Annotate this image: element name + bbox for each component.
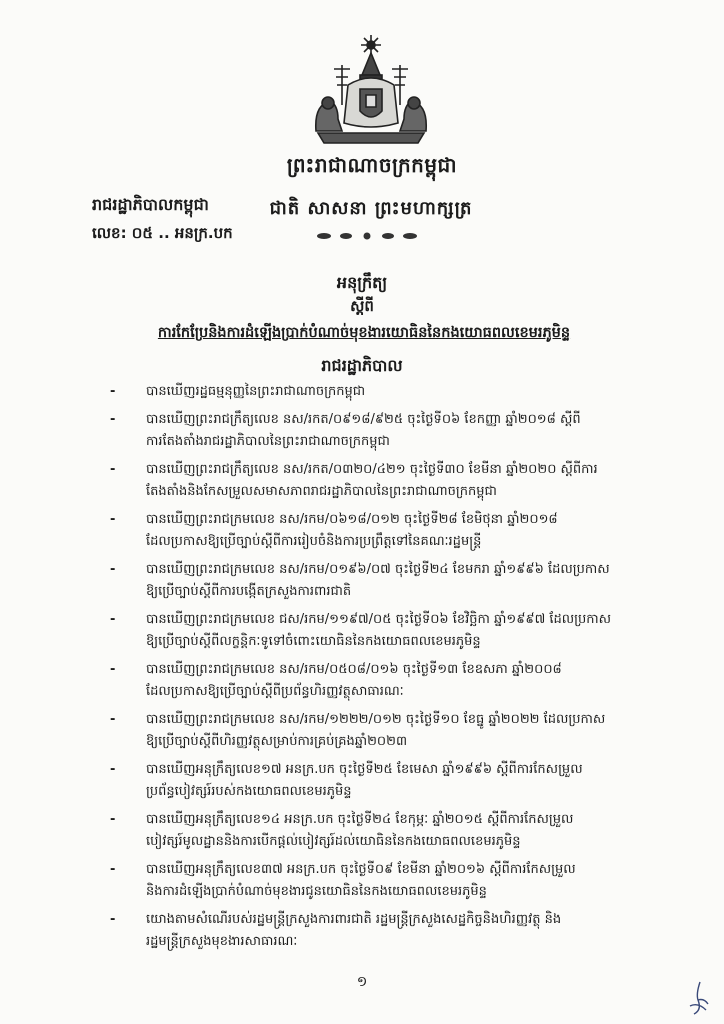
recital-line: បានឃើញព្រះរាជក្រឹត្យលេខ នស/រកត/០៣២០/៤២១ ចុះថ្ងៃទី៣០ ខែមីនា ឆ្នាំ២០២០ ស្តីពីការ: [146, 461, 598, 477]
issuing-government: រាជរដ្ឋាភិបាលកម្ពុជា: [92, 195, 209, 214]
bullet-dash: -: [110, 911, 116, 927]
recital-item: [110, 559, 670, 604]
recital-line: យោងតាមសំណើរបស់រដ្ឋមន្ត្រីក្រសួងការពារជាតិ រដ្ឋមន្ត្រីក្រសួងសេដ្ឋកិច្ចនិងហិរញ្ញវត្ថុ និង: [146, 911, 562, 927]
document-subject: ការកែប្រែនិងការដំឡើងប្រាក់បំណាច់មុខងារយោធិននៃកងយោធពលខេមរភូមិន្ទ: [157, 325, 571, 341]
recital-item: [110, 659, 670, 704]
decorative-divider-ornament: [312, 230, 422, 242]
recital-line: ដែលប្រកាសឱ្យប្រើច្បាប់ស្តីពីប្រព័ន្ធហិរញ្ញវត្ថុសាធារណៈ: [146, 684, 404, 699]
bullet-dash: -: [110, 461, 116, 477]
recital-line: ឱ្យប្រើច្បាប់ស្តីពីហិរញ្ញវត្ថុសម្រាប់ការគ្រប់គ្រងឆ្នាំ២០២៣: [146, 734, 408, 749]
recital-line: បានឃើញព្រះរាជក្រមលេខ ជស/រកម/១១៩៧/០៥ ចុះថ្ងៃទី០៦ ខែវិច្ឆិកា ឆ្នាំ១៩៩៧ ដែលប្រកាស: [146, 611, 612, 627]
recital-line: តែងតាំងនិងកែសម្រួលសមាសភាពរាជរដ្ឋាភិបាលនៃព្រះរាជាណាចក្រកម្ពុជា: [146, 484, 497, 499]
recital-item: [110, 809, 670, 854]
recital-line: បានឃើញអនុក្រឹត្យលេខ៣៧ អនក្រ.បក ចុះថ្ងៃទី០៩ ខែមីនា ឆ្នាំ២០១៦ ស្តីពីការកែសម្រួល: [146, 861, 576, 877]
reference-number: លេខ: ០៥ .. អនក្រ.បក: [92, 224, 233, 242]
bullet-dash: -: [110, 611, 116, 627]
recital-line: បានឃើញអនុក្រឹត្យលេខ១៤ អនក្រ.បក ចុះថ្ងៃទី២៤ ខែកុម្ភៈ ឆ្នាំ២០១៥ ស្តីពីការកែសម្រួល: [146, 811, 574, 827]
recital-item: [110, 709, 670, 754]
recital-item: [110, 609, 670, 654]
bullet-dash: -: [110, 861, 116, 877]
recital-line: និងការដំឡើងប្រាក់បំណាច់មុខងារជូនយោធិននៃកងយោធពលខេមរភូមិន្ទ: [146, 884, 487, 899]
handwritten-initials-signature: [686, 980, 714, 1016]
recital-item: [110, 509, 670, 554]
bullet-dash: -: [110, 811, 116, 827]
recital-line: បានឃើញព្រះរាជក្រមលេខ នស/រកម/០១៩៦/០៧ ចុះថ្ងៃទី២៤ ខែមករា ឆ្នាំ១៩៩៦ ដែលប្រកាស: [146, 561, 610, 577]
recital-line: បានឃើញព្រះរាជក្រមលេខ នស/រកម/០៥០៨/០១៦ ចុះថ្ងៃទី១៣ ខែឧសភា ឆ្នាំ២០០៨: [146, 661, 562, 677]
recital-line: បានឃើញព្រះរាជក្រមលេខ នស/រកម/០៦១៨/០១២ ចុះថ្ងៃទី២៨ ខែមិថុនា ឆ្នាំ២០១៨: [146, 511, 558, 527]
recital-line: ប្រព័ន្ធបៀវត្សរ៍របស់កងយោធពលខេមរភូមិន្ទ: [146, 784, 352, 799]
recital-line: ដែលប្រកាសឱ្យប្រើច្បាប់ស្តីពីការរៀបចំនិងការប្រព្រឹត្តទៅនៃគណៈរដ្ឋមន្ត្រី: [146, 534, 482, 549]
recital-item: [110, 381, 670, 404]
recital-line: បានឃើញរដ្ឋធម្មនុញ្ញនៃព្រះរាជាណាចក្រកម្ពុជា: [146, 384, 366, 399]
bullet-dash: -: [110, 411, 116, 427]
recital-item: [110, 909, 670, 954]
bullet-dash: -: [110, 561, 116, 577]
recital-line: បានឃើញព្រះរាជក្រមលេខ នស/រកម/១២២២/០១២ ចុះថ្ងៃទី១០ ខែធ្នូ ឆ្នាំ២០២២ ដែលប្រកាស: [146, 711, 606, 727]
recital-item: [110, 409, 670, 454]
bullet-dash: -: [110, 761, 116, 777]
recital-line: បានឃើញអនុក្រឹត្យលេខ១៧ អនក្រ.បក ចុះថ្ងៃទី២៥ ខែមេសា ឆ្នាំ១៩៩៦ ស្តីពីការកែសម្រួល: [146, 761, 583, 777]
issuer-heading: រាជរដ្ឋាភិបាល: [321, 356, 403, 375]
recital-item: [110, 759, 670, 804]
document-type-heading: អនុក្រឹត្យ: [336, 273, 388, 292]
kingdom-heading: ព្រះរាជាណាចក្រកម្ពុជា: [286, 153, 458, 177]
recital-item: [110, 459, 670, 504]
page-number: ១: [356, 974, 368, 990]
national-motto: ជាតិ សាសនា ព្រះមហាក្សត្រ: [269, 198, 473, 219]
concerning-label: ស្តីពី: [350, 297, 374, 315]
bullet-dash: -: [110, 661, 116, 677]
recital-line: រដ្ឋមន្ត្រីក្រសួងមុខងារសាធារណៈ: [146, 934, 298, 949]
bullet-dash: -: [110, 511, 116, 527]
royal-coat-of-arms-emblem: [308, 35, 434, 147]
recital-line: ការតែងតាំងរាជរដ្ឋាភិបាលនៃព្រះរាជាណាចក្រកម្ពុជា: [146, 434, 390, 449]
recital-line: ឱ្យប្រើច្បាប់ស្តីពីការបង្កើតក្រសួងការពារជាតិ: [146, 584, 352, 599]
recital-line: ឱ្យប្រើច្បាប់ស្តីពីលក្ខន្តិកៈទូទៅចំពោះយោធិននៃកងយោធពលខេមរភូមិន្ទ: [146, 634, 481, 649]
bullet-dash: -: [110, 711, 116, 727]
recital-item: [110, 859, 670, 904]
recital-line: បៀវត្សរ៍មូលដ្ឋាននិងការបើកផ្តល់បៀវត្សរ៍ដល់យោធិននៃកងយោធពលខេមរភូមិន្ទ: [146, 834, 521, 849]
recitals-list: [110, 381, 670, 959]
recital-line: បានឃើញព្រះរាជក្រឹត្យលេខ នស/រកត/០៩១៨/៩២៥ ចុះថ្ងៃទី០៦ ខែកញ្ញា ឆ្នាំ២០១៨ ស្តីពី: [146, 411, 581, 427]
bullet-dash: -: [110, 384, 116, 399]
